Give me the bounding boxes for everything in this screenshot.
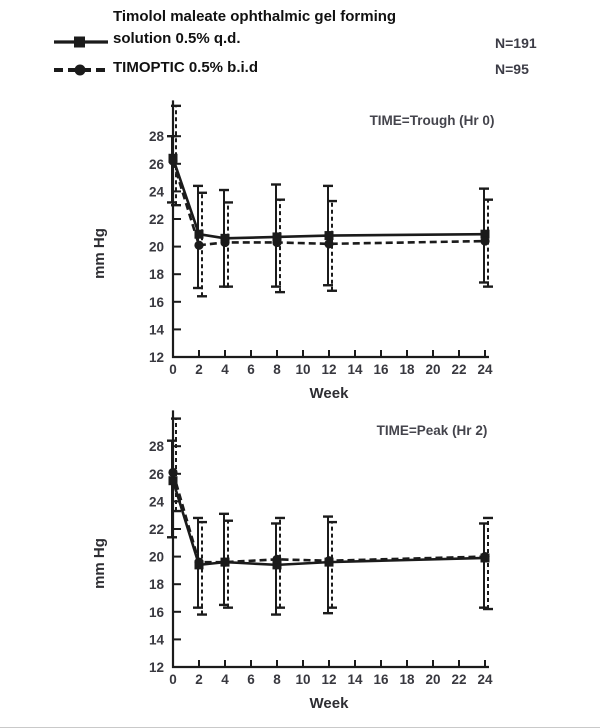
y-tick-label: 24 (148, 184, 164, 200)
x-tick-label: 22 (451, 362, 467, 377)
circle-marker (324, 556, 333, 565)
panel-title: TIME=Trough (Hr 0) (369, 113, 495, 128)
x-tick-label: 2 (195, 672, 203, 687)
legend-series1-line2: solution 0.5% q.d. (113, 30, 241, 47)
circle-marker (272, 555, 281, 564)
circle-marker (480, 236, 489, 245)
circle-marker (220, 238, 229, 247)
circle-marker (480, 552, 489, 561)
square-marker (325, 231, 334, 240)
circle-marker (272, 238, 281, 247)
y-tick-label: 26 (148, 156, 164, 172)
y-tick-label: 12 (148, 350, 164, 365)
x-tick-label: 0 (169, 362, 177, 377)
x-tick-label: 20 (425, 362, 441, 377)
x-tick-label: 10 (295, 672, 311, 687)
x-tick-label: 0 (169, 672, 177, 687)
y-tick-label: 12 (148, 660, 164, 675)
y-tick-label: 16 (148, 604, 164, 620)
x-tick-label: 18 (399, 672, 415, 687)
x-tick-label: 4 (221, 672, 229, 687)
x-tick-label: 24 (477, 362, 493, 377)
legend-series1-line1: Timolol maleate ophthalmic gel forming (113, 8, 397, 25)
y-tick-label: 14 (148, 322, 164, 338)
x-tick-label: 8 (273, 362, 281, 377)
y-tick-label: 16 (148, 294, 164, 310)
x-tick-label: 12 (321, 672, 337, 687)
y-axis-label: mm Hg (91, 228, 108, 279)
x-tick-label: 12 (321, 362, 337, 377)
dashed-circle-legend-icon (52, 62, 110, 78)
x-tick-label: 24 (477, 672, 493, 687)
y-tick-label: 24 (148, 494, 164, 510)
panel-title: TIME=Peak (Hr 2) (376, 423, 488, 438)
circle-marker (194, 241, 203, 250)
circle-marker (168, 156, 177, 165)
circle-marker (194, 558, 203, 567)
x-tick-label: 16 (373, 672, 389, 687)
y-tick-label: 20 (148, 549, 164, 565)
solid-square-legend-icon (52, 34, 110, 50)
x-tick-label: 20 (425, 672, 441, 687)
legend-series1-label (113, 6, 396, 50)
x-tick-label: 18 (399, 362, 415, 377)
x-tick-label: 8 (273, 672, 281, 687)
x-tick-label: 14 (347, 362, 363, 377)
x-tick-label: 14 (347, 672, 363, 687)
x-tick-label: 6 (247, 362, 255, 377)
circle-marker (324, 239, 333, 248)
y-tick-label: 18 (148, 267, 164, 283)
y-tick-label: 22 (148, 522, 164, 537)
circle-marker (168, 468, 177, 477)
series1-n-count: N=191 (495, 35, 537, 51)
series2-n-count: N=95 (495, 61, 529, 77)
circle-marker (220, 558, 229, 567)
legend-series2-label: TIMOPTIC 0.5% b.i.d (113, 59, 259, 76)
y-tick-label: 28 (148, 129, 164, 145)
y-tick-label: 18 (148, 577, 164, 593)
x-tick-label: 10 (295, 362, 311, 377)
y-axis-label: mm Hg (91, 538, 108, 589)
y-tick-label: 22 (148, 212, 164, 227)
x-tick-label: 22 (451, 672, 467, 687)
x-tick-label: 4 (221, 362, 229, 377)
y-tick-label: 14 (148, 632, 164, 648)
x-tick-label: 6 (247, 672, 255, 687)
y-tick-label: 26 (148, 466, 164, 482)
y-tick-label: 20 (148, 239, 164, 255)
x-tick-label: 2 (195, 362, 203, 377)
peak-chart (0, 405, 600, 727)
trough-chart (0, 95, 600, 405)
y-tick-label: 28 (148, 439, 164, 455)
x-axis-label: Week (309, 385, 349, 402)
x-axis-label: Week (309, 695, 349, 712)
x-tick-label: 16 (373, 362, 389, 377)
